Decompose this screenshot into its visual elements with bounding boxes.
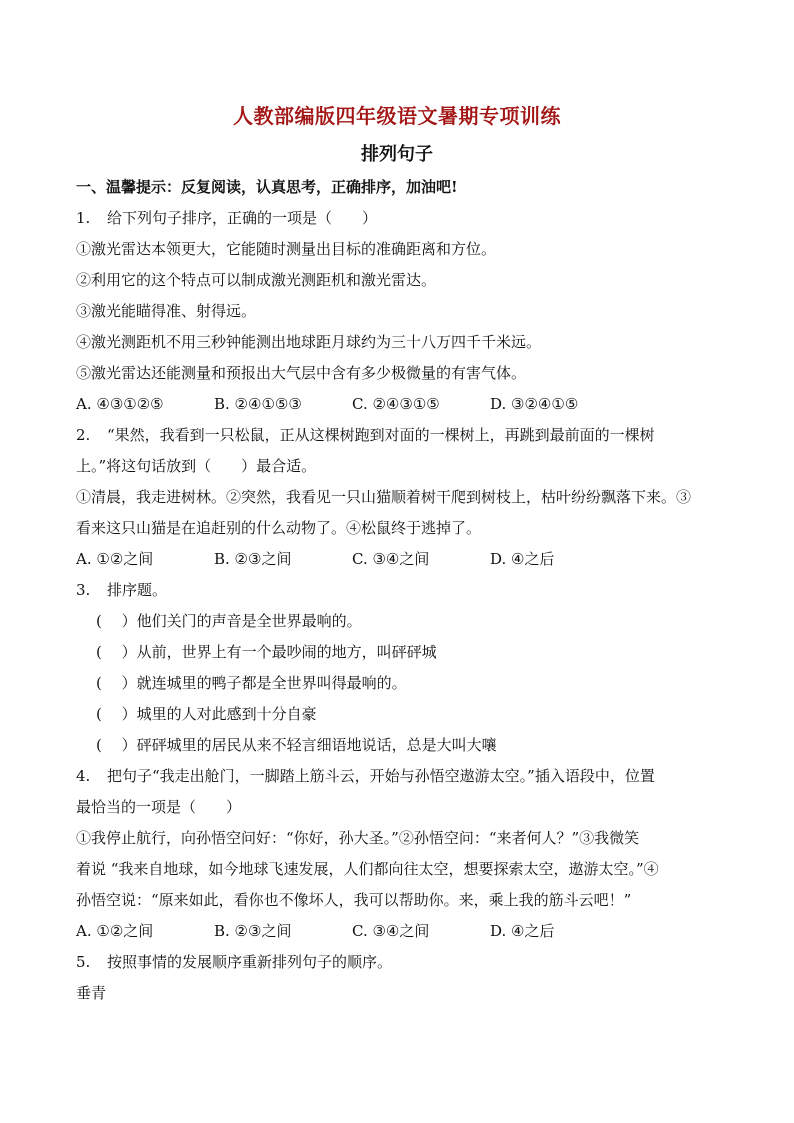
- question-1-option-b: B. ②④①⑤③: [214, 395, 302, 413]
- question-4-passage-line-2: 着说 “我来自地球，如今地球飞速发展，人们都向往太空，想要探索太空，遨游太空。”④: [76, 860, 659, 878]
- question-4-passage-line-1: ①我停止航行，向孙悟空问好：“你好，孙大圣。”②孙悟空问：“来者何人？”③我微笑: [76, 829, 640, 847]
- exercise-content: [76, 172, 726, 1009]
- question-5-number: 5.: [76, 953, 91, 971]
- question-5-partial-text: 垂青: [76, 984, 107, 1002]
- question-1-option-a: A. ④③①②⑤: [76, 395, 164, 413]
- question-2-options: [76, 544, 726, 575]
- question-4-text-1: 把句子“我走出舱门，一脚踏上筋斗云，开始与孙悟空遨游太空。”插入语段中，位置: [107, 767, 655, 785]
- question-2-stem-line-1: [76, 420, 726, 451]
- question-2-text-1: “果然，我看到一只松鼠，正从这棵树跑到对面的一棵树上，再跳到最前面的一棵树: [107, 426, 655, 444]
- question-1-options: [76, 389, 726, 420]
- question-3-number: 3.: [76, 581, 91, 599]
- question-2-option-c: C. ③④之间: [352, 550, 430, 568]
- question-1-text: 给下列句子排序，正确的一项是（ ）: [107, 209, 378, 227]
- question-4-option-a: A. ①②之间: [76, 922, 154, 940]
- question-3-item-2: ( ）从前，世界上有一个最吵闹的地方，叫砰砰城: [96, 643, 437, 661]
- question-1-option-d: D. ③②④①⑤: [490, 395, 579, 413]
- question-3-item-1: ( ）他们关门的声音是全世界最响的。: [96, 612, 362, 630]
- question-2-stem-line-2: 上。”将这句话放到（ ）最合适。: [76, 457, 317, 475]
- question-4-option-d: D. ④之后: [490, 922, 555, 940]
- question-4-option-c: C. ③④之间: [352, 922, 430, 940]
- question-1-sentence-1: ①激光雷达本领更大，它能随时测量出目标的准确距离和方位。: [76, 240, 497, 258]
- question-4-stem-line-1: [76, 761, 726, 792]
- question-5-text: 按照事情的发展顺序重新排列句子的顺序。: [107, 953, 393, 971]
- section-heading: 一、温馨提示：反复阅读，认真思考，正确排序，加油吧!: [76, 178, 458, 196]
- question-2-option-b: B. ②③之间: [214, 550, 292, 568]
- question-3-text: 排序题。: [107, 581, 168, 599]
- question-4-number: 4.: [76, 767, 91, 785]
- question-2-number: 2.: [76, 426, 91, 444]
- question-2-option-d: D. ④之后: [490, 550, 555, 568]
- question-1-sentence-5: ⑤激光雷达还能测量和预报出大气层中含有多少极微量的有害气体。: [76, 364, 527, 382]
- question-1-stem: [76, 203, 726, 234]
- question-3-item-5: ( ）砰砰城里的居民从来不轻言细语地说话，总是大叫大嚷: [96, 736, 497, 754]
- question-1-option-c: C. ②④③①⑤: [352, 395, 440, 413]
- question-1-number: 1.: [76, 209, 91, 227]
- question-4-passage-line-3: 孙悟空说：“原来如此，看你也不像坏人，我可以帮助你。来，乘上我的筋斗云吧！”: [76, 891, 632, 909]
- question-1-sentence-3: ③激光能瞄得准、射得远。: [76, 302, 257, 320]
- question-3-item-4: ( ）城里的人对此感到十分自豪: [96, 705, 317, 723]
- question-1-sentence-2: ②利用它的这个特点可以制成激光测距机和激光雷达。: [76, 271, 437, 289]
- page-subtitle: 排列句子: [361, 144, 433, 165]
- question-2-option-a: A. ①②之间: [76, 550, 154, 568]
- question-4-option-b: B. ②③之间: [214, 922, 292, 940]
- question-3-stem: [76, 575, 726, 606]
- question-3-item-3: ( ）就连城里的鸭子都是全世界叫得最响的。: [96, 674, 407, 692]
- question-4-stem-line-2: 最恰当的一项是（ ）: [76, 798, 242, 816]
- question-2-passage-line-1: ①清晨，我走进树林。②突然，我看见一只山猫顺着树干爬到树枝上，枯叶纷纷飘落下来。③: [76, 488, 692, 506]
- question-4-options: [76, 916, 726, 947]
- question-5-stem: [76, 947, 726, 978]
- page-title: 人教部编版四年级语文暑期专项训练: [233, 104, 561, 128]
- question-2-passage-line-2: 看来这只山猫是在追赶别的什么动物了。④松鼠终于逃掉了。: [76, 519, 482, 537]
- question-1-sentence-4: ④激光测距机不用三秒钟能测出地球距月球约为三十八万四千千米远。: [76, 333, 542, 351]
